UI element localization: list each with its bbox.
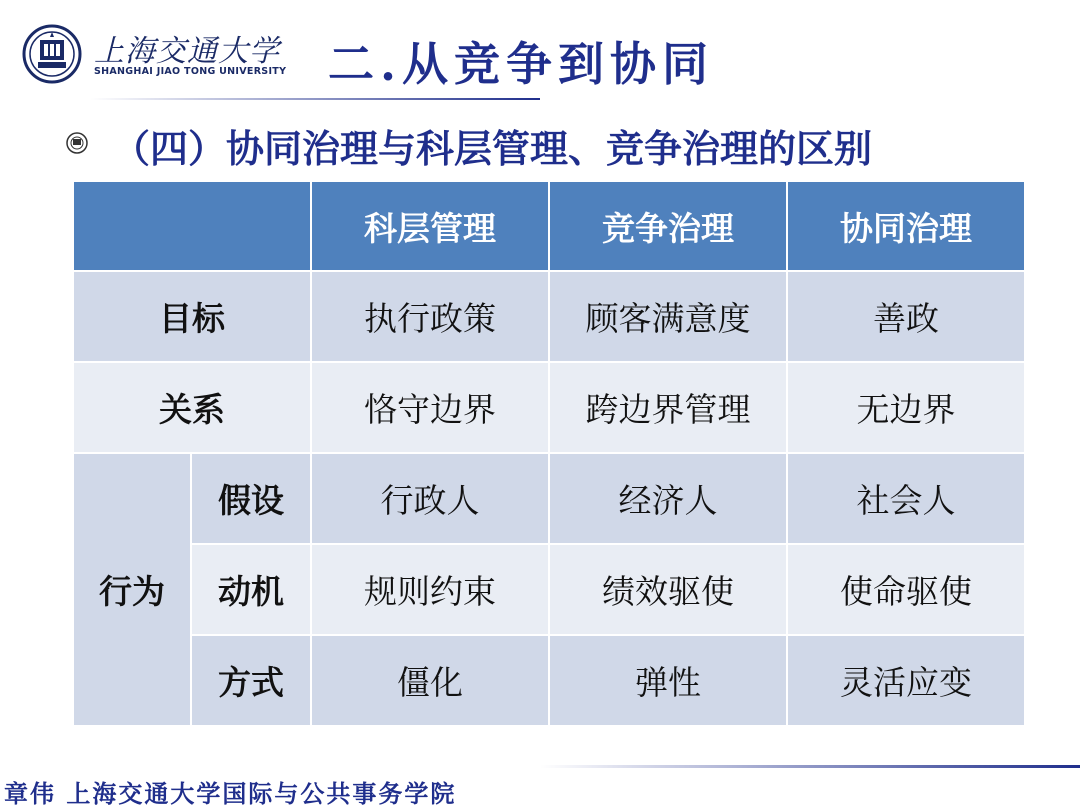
university-logo	[22, 22, 287, 88]
table-row-goal	[73, 271, 1025, 362]
table-cell: 顾客满意度	[549, 271, 787, 362]
table-header-row	[73, 181, 1025, 271]
table-cell: 社会人	[787, 453, 1025, 544]
footer-author: 章伟 上海交通大学国际与公共事务学院	[4, 779, 457, 808]
table-cell: 绩效驱使	[549, 544, 787, 635]
title-underline	[90, 98, 540, 100]
table-cell: 经济人	[549, 453, 787, 544]
table-cell: 执行政策	[311, 271, 549, 362]
row-sublabel: 动机	[191, 544, 311, 635]
table-cell: 僵化	[311, 635, 549, 726]
university-name-en: SHANGHAI JIAO TONG UNIVERSITY	[94, 66, 287, 77]
table-cell: 灵活应变	[787, 635, 1025, 726]
table-cell: 无边界	[787, 362, 1025, 453]
table-cell: 恪守边界	[311, 362, 549, 453]
row-label: 关系	[73, 362, 311, 453]
comparison-table	[72, 180, 1026, 727]
table-cell: 行政人	[311, 453, 549, 544]
header-empty-cell	[73, 181, 311, 271]
row-group-label: 行为	[73, 453, 191, 726]
header-bureaucratic: 科层管理	[311, 181, 549, 271]
section-subtitle: （四）协同治理与科层管理、竞争治理的区别	[112, 126, 873, 171]
table-row-mode	[73, 635, 1025, 726]
header-collaborative: 协同治理	[787, 181, 1025, 271]
table-row-assumption	[73, 453, 1025, 544]
table-cell: 跨边界管理	[549, 362, 787, 453]
slide-title: 二.从竞争到协同	[328, 37, 715, 91]
table-cell: 使命驱使	[787, 544, 1025, 635]
row-sublabel: 假设	[191, 453, 311, 544]
table-cell: 弹性	[549, 635, 787, 726]
university-name-cn: 上海交通大学	[94, 34, 280, 69]
table-row-motive	[73, 544, 1025, 635]
header-competitive: 竞争治理	[549, 181, 787, 271]
table-cell: 善政	[787, 271, 1025, 362]
table-row-relation	[73, 362, 1025, 453]
row-label: 目标	[73, 271, 311, 362]
row-sublabel: 方式	[191, 635, 311, 726]
footer-rule	[540, 765, 1080, 768]
bullet-seal-icon	[66, 132, 88, 154]
university-seal-icon	[22, 24, 82, 84]
table-cell: 规则约束	[311, 544, 549, 635]
